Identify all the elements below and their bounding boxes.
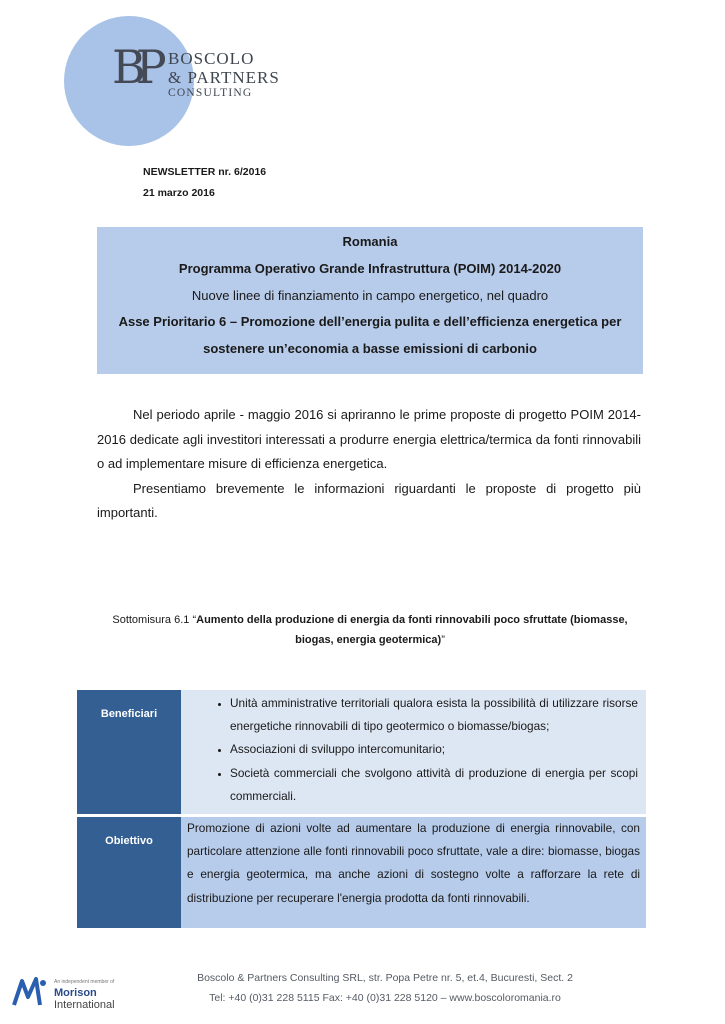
title-subtitle: Nuove linee di finanziamento in campo energetico, nel quadro (191, 287, 549, 303)
title-box (97, 227, 643, 374)
intro-paragraph-1: Nel periodo aprile - maggio 2016 si apriranno le prime proposte di progetto POIM 2014-2016 dedicate agli investitori interessati a produrre energia elettrica/termica da fonti rinnovabili o ad implementare misure di efficienza energetica. (97, 407, 641, 472)
title-programme: Programma Operativo Grande Infrastruttura (POIM) 2014-2020 (178, 260, 562, 276)
row-label-cell (77, 816, 181, 929)
logo-line-3: CONSULTING (168, 87, 253, 99)
logo-line-2: & PARTNERS (168, 68, 280, 87)
objective-text: Promozione di azioni volte ad aumentare la produzione di energia rinnovabile, con particolare attenzione alle fonti rinnovabili poco sfruttate, vale a dire: biomasse, biogas e energia geotermica, ma anche azioni di sostegno volte a rafforzare la rete di distribuzione per recuperare l'energia prodotta da fonti rinnovabili. (187, 821, 640, 905)
submeasure-suffix: ” (441, 634, 445, 646)
title-country: Romania (342, 234, 398, 249)
submeasure-heading (100, 610, 640, 650)
logo-line-1: BOSCOLO (168, 49, 255, 68)
table-row-beneficiaries (77, 690, 646, 816)
list-item: • Società commerciali che svolgono attività di produzione di energia per scopi commerciali. (230, 762, 638, 808)
company-logo (168, 50, 280, 100)
submeasure-title: Aumento della produzione di energia da fonti rinnovabili poco sfruttate (biomasse, biogas, energia geotermica) (196, 614, 628, 646)
title-axis: Asse Prioritario 6 – Promozione dell’energia pulita e dell’efficienza energetica per sostenere un’economia a basse emissioni di carbonio (118, 314, 622, 357)
logo-mark: BP (112, 40, 157, 94)
intro-text (97, 403, 641, 526)
list-item: • Associazioni di sviluppo intercomunitario; (230, 738, 638, 761)
intro-paragraph-2: Presentiamo brevemente le informazioni riguardanti le proposte di progetto più importanti. (97, 480, 641, 521)
newsletter-number: NEWSLETTER nr. 6/2016 (143, 166, 267, 178)
objective-label: Obiettivo (105, 835, 153, 847)
newsletter-date: 21 marzo 2016 (143, 187, 215, 199)
submeasure-prefix: Sottomisura 6.1 “ (112, 614, 197, 626)
morison-brand (54, 987, 160, 1011)
morison-logo (10, 975, 160, 1011)
footer-address: Boscolo & Partners Consulting SRL, str. Popa Petre nr. 5, et.4, Bucuresti, Sect. 2 (197, 972, 573, 984)
beneficiaries-content (181, 690, 646, 816)
morison-tagline: An independent member of (54, 979, 115, 985)
objective-content (181, 816, 646, 929)
beneficiaries-list (181, 690, 646, 808)
table-row-objective (77, 816, 646, 929)
morison-brand-bold: Morison (54, 987, 97, 999)
morison-m-icon (10, 975, 50, 1009)
info-table (77, 690, 646, 928)
beneficiaries-label: Beneficiari (100, 708, 158, 720)
row-label-cell (77, 690, 181, 816)
list-item: • Unità amministrative territoriali qualora esista la possibilità di utilizzare risorse energetiche rinnovabili di tipo geotermico o biomasse/biogas; (230, 692, 638, 738)
morison-brand-rest: International (54, 999, 115, 1011)
footer-contacts: Tel: +40 (0)31 228 5115 Fax: +40 (0)31 228 5120 – www.boscoloromania.ro (209, 992, 561, 1004)
